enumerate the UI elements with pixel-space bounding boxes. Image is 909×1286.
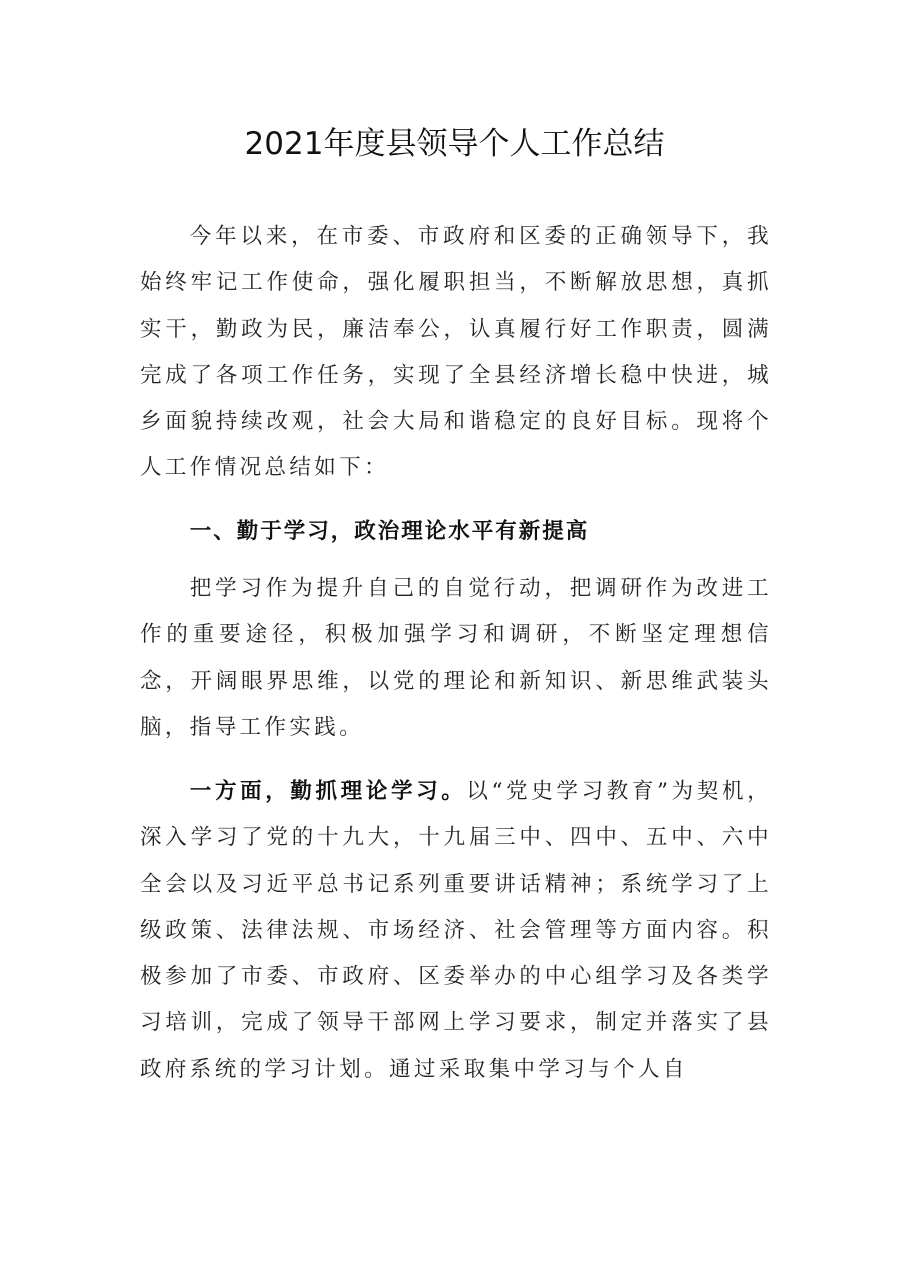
document-title: 2021年度县领导个人工作总结 (244, 126, 665, 162)
section-heading: 一、勤于学习，政治理论水平有新提高 (189, 519, 590, 544)
section-body-paragraph: 把学习作为提升自己的自觉行动，把调研作为改进工作的重要途径，积极加强学习和调研，不断坚定理想信念，开阔眼界思维，以党的理论和新知识、新思维武装头脑，指导工作实践。 (140, 576, 772, 740)
intro-paragraph: 今年以来，在市委、市政府和区委的正确领导下，我始终牢记工作使命，强化履职担当，不断解放思想，真抓实干，勤政为民，廉洁奉公，认真履行好工作职责，圆满完成了各项工作任务，实现了全县经济增长稳中快进，城乡面貌持续改观，社会大局和谐稳定的良好目标。现将个人工作情况总结如下： (140, 224, 772, 481)
point-paragraph (140, 769, 772, 1093)
point-body: 以“党史学习教育”为契机，深入学习了党的十九大，十九届三中、四中、五中、六中全会以及习近平总书记系列重要讲话精神；系统学习了上级政策、法律法规、市场经济、社会管理等方面内容。积极参加了市委、市政府、区委举办的中心组学习及各类学习培训，完成了领导干部网上学习要求，制定并落实了县政府系统的学习计划。通过采取集中学习与个人自 (140, 779, 773, 1082)
point-lead: 一方面，勤抓理论学习。 (189, 779, 467, 804)
